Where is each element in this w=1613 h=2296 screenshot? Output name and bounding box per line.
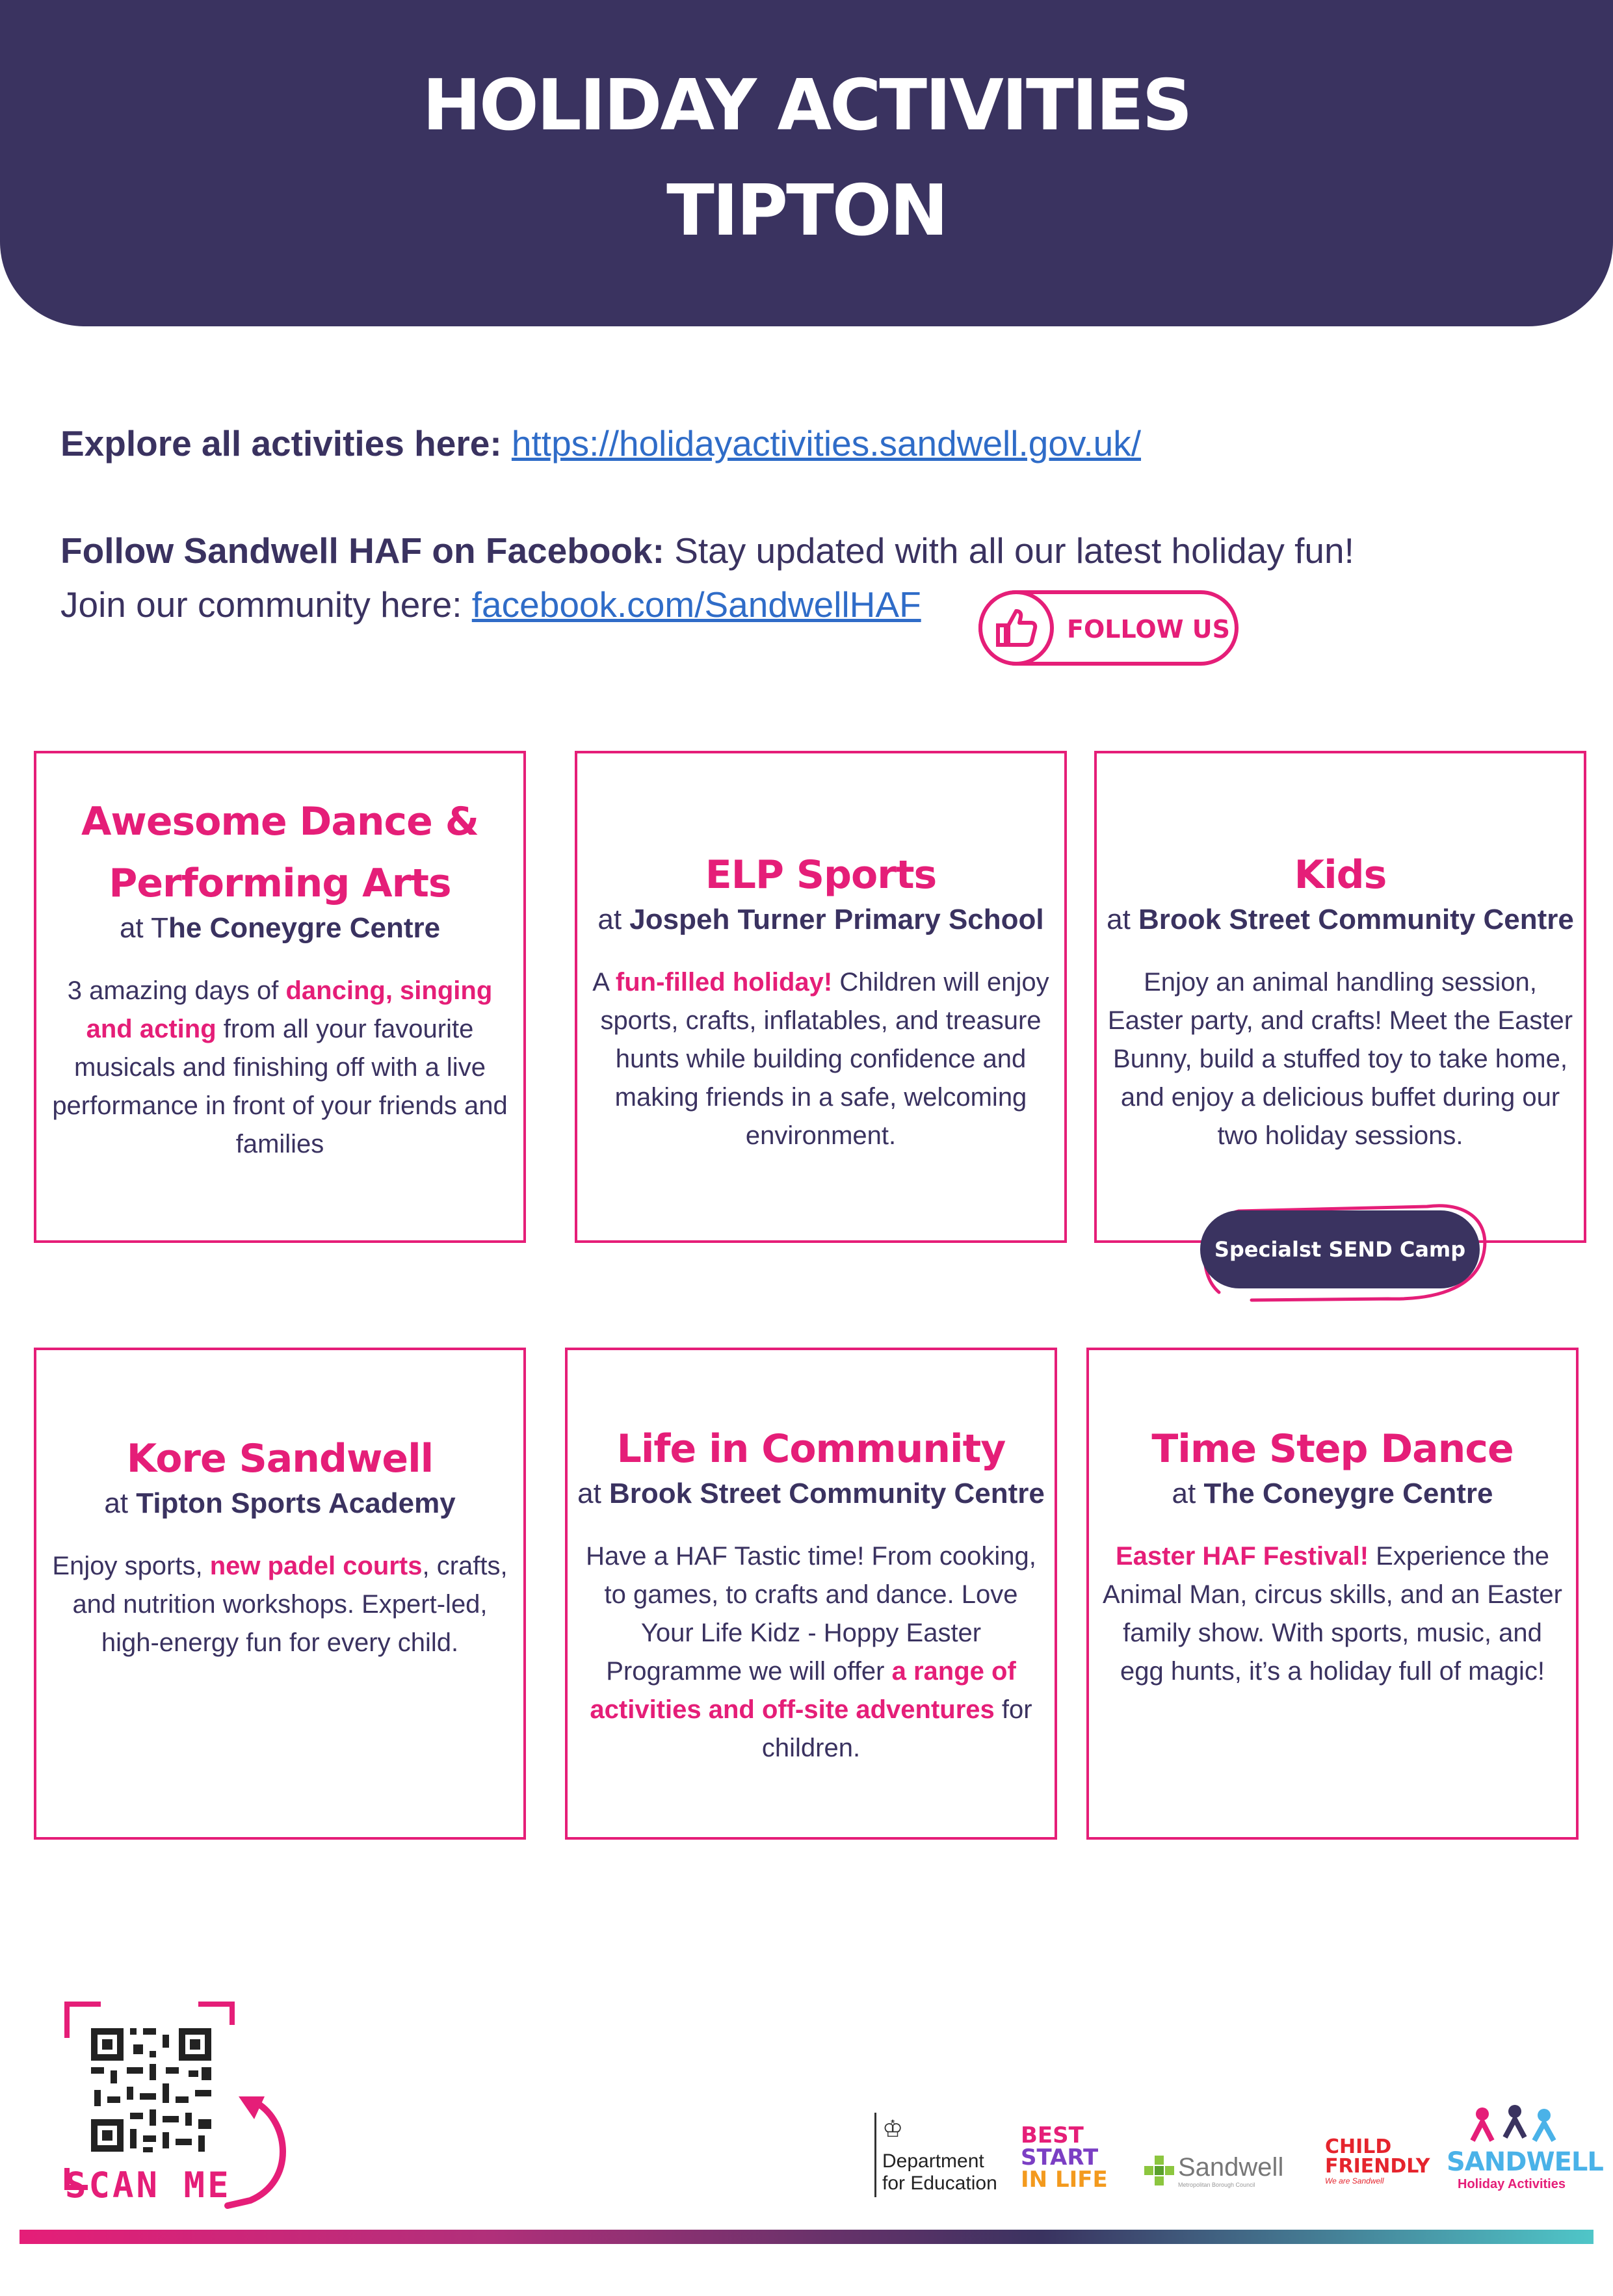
sandwell-text: Sandwell	[1178, 2153, 1284, 2182]
card-title: Kids	[1294, 852, 1387, 898]
sh-line2: Holiday Activities	[1458, 2177, 1566, 2191]
explore-link[interactable]: https://holidayactivities.sandwell.gov.uk/	[511, 423, 1142, 463]
venue-prefix: at	[597, 904, 630, 935]
venue-name: he Coneygre Centre	[168, 912, 441, 944]
card-title: Kore Sandwell	[126, 1436, 434, 1481]
venue-prefix: at T	[119, 912, 168, 944]
crest-icon: ♔	[882, 2115, 904, 2142]
send-camp-badge: Specialst SEND Camp	[1200, 1210, 1480, 1288]
venue-name: Brook Street Community Centre	[1138, 904, 1574, 935]
card-venue	[1097, 901, 1584, 939]
card-description	[46, 1547, 514, 1662]
dfe-text	[882, 2150, 997, 2195]
divider	[874, 2113, 876, 2197]
sandwell-mark-icon	[1144, 2156, 1174, 2185]
desc-highlight: dancing, singing and acting	[86, 976, 493, 1043]
facebook-label: Follow Sandwell HAF on Facebook:	[60, 530, 664, 571]
dfe-line2: for Education	[882, 2172, 997, 2194]
jumping-kids-icon	[1447, 2105, 1577, 2144]
page-subtitle: TIPTON	[666, 170, 947, 252]
join-line	[60, 584, 921, 625]
sandwell-holiday-activities-logo	[1447, 2105, 1603, 2196]
card-description	[1099, 1537, 1567, 1691]
desc-text: Have a HAF Tastic time! From cooking, to games, to crafts and dance. Love Your Life Kidz - Hoppy Easter Programme we will offer	[586, 1542, 1036, 1686]
desc-highlight: fun-filled holiday!	[615, 968, 833, 997]
bsil-line3: IN LIFE	[1021, 2167, 1108, 2193]
venue-prefix: at	[1172, 1478, 1204, 1509]
desc-text: Enjoy sports,	[52, 1552, 210, 1580]
explore-line	[60, 423, 1141, 464]
venue-name: The Coneygre Centre	[1203, 1478, 1493, 1509]
desc-highlight: new padel courts	[209, 1552, 423, 1580]
card-title: Time Step Dance	[1151, 1426, 1514, 1472]
facebook-line	[60, 530, 1354, 571]
desc-text-rest: , crafts, and nutrition workshops. Expert-led, high-energy fun for every child.	[72, 1552, 508, 1657]
desc-text-rest: for children.	[761, 1695, 1032, 1762]
join-text: Join our community here:	[60, 584, 472, 625]
card-description: Enjoy an animal handling session, Easter party, and crafts! Meet the Easter Bunny, build a stuffed toy to take home, and enjoy a delicious buffet during our two holiday sessions.	[1107, 968, 1573, 1150]
card-title: Awesome Dance &	[81, 799, 479, 844]
desc-text-rest: Children will enjoy sports, crafts, inflatables, and treasure hunts while building confidence and making friends in a safe, welcoming environment.	[600, 968, 1049, 1150]
thumbs-up-icon	[978, 590, 1054, 666]
activity-card-life-in-community	[565, 1348, 1057, 1840]
follow-us-label: FOLLOW US	[1067, 615, 1231, 644]
best-start-in-life-logo	[1021, 2124, 1125, 2196]
explore-label: Explore all activities here:	[60, 423, 502, 463]
desc-text: 3 amazing days of	[67, 976, 286, 1005]
activity-card-kids	[1094, 751, 1586, 1243]
desc-text-rest: Experience the Animal Man, circus skills, and an Easter family show. With sports, music, and egg hunts, it’s a holiday full of magic!	[1103, 1542, 1562, 1686]
page-title: HOLIDAY ACTIVITIES	[422, 65, 1191, 146]
card-venue	[1089, 1475, 1576, 1513]
dfe-line1: Department	[882, 2150, 984, 2172]
venue-name: Brook Street Community Centre	[609, 1478, 1045, 1509]
cf-line2: FRIENDLY	[1325, 2155, 1430, 2178]
card-title: ELP Sports	[705, 852, 937, 898]
card-description	[587, 963, 1055, 1155]
card-description	[577, 1537, 1045, 1768]
card-title: Life in Community	[616, 1426, 1006, 1472]
cf-subtext: We are Sandwell	[1325, 2176, 1384, 2185]
card-description	[43, 972, 518, 1164]
bsil-line2: START	[1021, 2145, 1099, 2171]
venue-prefix: at	[1107, 904, 1139, 935]
follow-us-button[interactable]	[978, 590, 1239, 666]
activity-card-elp-sports	[575, 751, 1067, 1243]
venue-prefix: at	[577, 1478, 610, 1509]
card-venue	[568, 1475, 1055, 1513]
facebook-link[interactable]: facebook.com/SandwellHAF	[471, 584, 921, 625]
child-friendly-logo	[1325, 2137, 1436, 2196]
bsil-line1: BEST	[1021, 2122, 1084, 2148]
sandwell-council-logo	[1144, 2153, 1300, 2192]
card-venue	[36, 909, 523, 947]
activity-card-time-step-dance	[1086, 1348, 1579, 1840]
header-banner	[0, 0, 1613, 326]
venue-prefix: at	[104, 1487, 137, 1519]
card-venue	[577, 901, 1064, 939]
scan-me-label: SCAN ME	[65, 2165, 231, 2206]
cf-line1: CHILD	[1325, 2135, 1392, 2158]
sandwell-subtext: Metropolitan Borough Council	[1178, 2182, 1255, 2188]
desc-highlight: a range of activities and off-site adventures	[590, 1657, 1016, 1724]
sh-line1: SANDWELL	[1447, 2147, 1603, 2177]
card-venue	[36, 1485, 523, 1522]
department-for-education-logo	[874, 2113, 1004, 2197]
desc-text-rest: from all your favourite musicals and finishing off with a live performance in front of your friends and families	[52, 1015, 508, 1158]
card-title-line2: Performing Arts	[109, 861, 451, 906]
facebook-text: Stay updated with all our latest holiday fun!	[664, 530, 1354, 571]
footer-gradient-stripe	[20, 2230, 1593, 2244]
activity-card-awesome-dance	[34, 751, 526, 1243]
activity-card-kore-sandwell	[34, 1348, 526, 1840]
venue-name: Tipton Sports Academy	[136, 1487, 456, 1519]
desc-text: A	[592, 968, 616, 997]
desc-highlight: Easter HAF Festival!	[1116, 1542, 1369, 1571]
venue-name: Jospeh Turner Primary School	[629, 904, 1044, 935]
